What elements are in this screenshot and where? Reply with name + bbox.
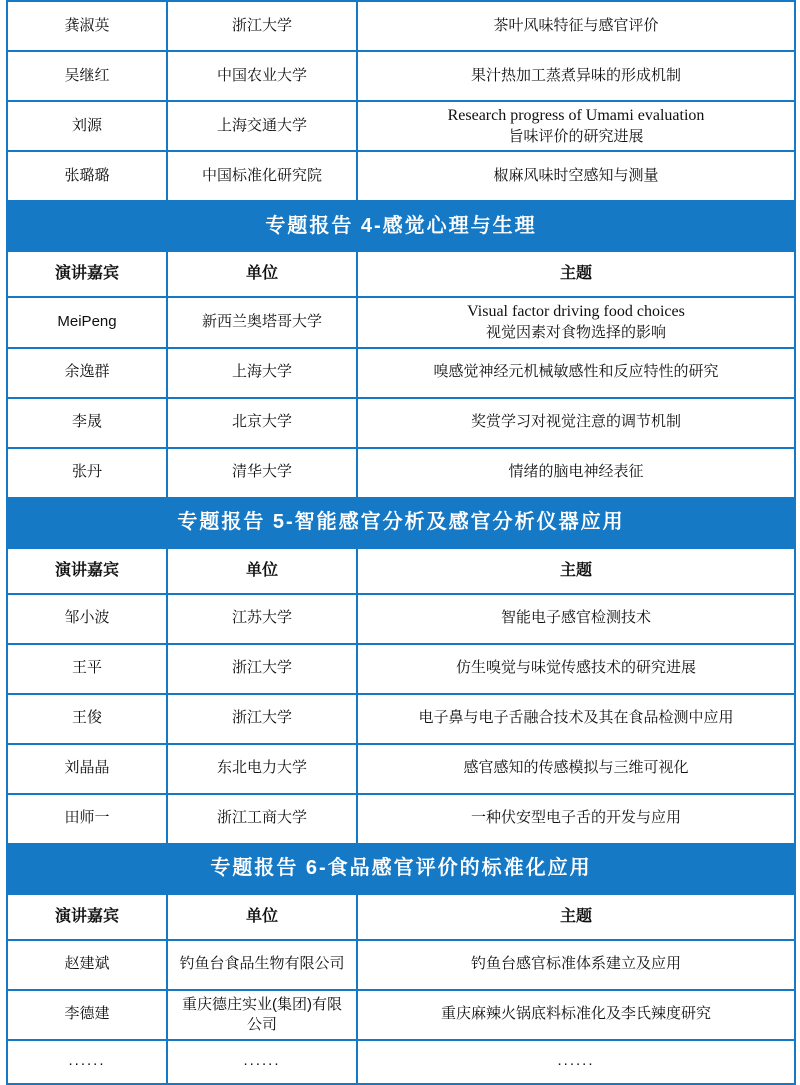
column-header-topic: 主题 <box>357 548 795 594</box>
speaker-cell: 田师一 <box>7 794 167 844</box>
speaker-cell: 龚淑英 <box>7 1 167 51</box>
table-row <box>7 51 795 101</box>
org-cell: 上海大学 <box>167 348 357 398</box>
org-cell: 清华大学 <box>167 448 357 498</box>
section-heading: 专题报告 5-智能感官分析及感官分析仪器应用 <box>7 498 795 548</box>
org-cell: 新西兰奥塔哥大学 <box>167 297 357 347</box>
speaker-cell: MeiPeng <box>7 297 167 347</box>
org-cell: 北京大学 <box>167 398 357 448</box>
continuation-org: ...... <box>167 1040 357 1084</box>
column-header-org: 单位 <box>167 548 357 594</box>
table-row <box>7 448 795 498</box>
topic-cell: 重庆麻辣火锅底料标准化及李氏辣度研究 <box>357 990 795 1040</box>
org-cell: 浙江大学 <box>167 1 357 51</box>
column-header-speaker: 演讲嘉宾 <box>7 251 167 297</box>
speaker-cell: 赵建斌 <box>7 940 167 990</box>
table-row <box>7 1 795 51</box>
column-header-topic: 主题 <box>357 894 795 940</box>
column-header-org: 单位 <box>167 894 357 940</box>
org-cell: 东北电力大学 <box>167 744 357 794</box>
topic-cell: 仿生嗅觉与味觉传感技术的研究进展 <box>357 644 795 694</box>
topic-cell: 电子鼻与电子舌融合技术及其在食品检测中应用 <box>357 694 795 744</box>
speaker-cell: 邹小波 <box>7 594 167 644</box>
table-row <box>7 940 795 990</box>
speaker-cell: 刘源 <box>7 101 167 151</box>
org-line-2: 公司 <box>246 1015 277 1033</box>
speaker-cell: 李晟 <box>7 398 167 448</box>
column-header-speaker: 演讲嘉宾 <box>7 894 167 940</box>
table-row <box>7 101 795 151</box>
org-cell: 中国标准化研究院 <box>167 151 357 201</box>
speaker-cell: 余逸群 <box>7 348 167 398</box>
speaker-cell: 王俊 <box>7 694 167 744</box>
org-cell <box>167 990 357 1040</box>
org-cell: 中国农业大学 <box>167 51 357 101</box>
speaker-cell: 张璐璐 <box>7 151 167 201</box>
column-header-speaker: 演讲嘉宾 <box>7 548 167 594</box>
topic-cell: 奖赏学习对视觉注意的调节机制 <box>357 398 795 448</box>
column-header-org: 单位 <box>167 251 357 297</box>
org-cell: 浙江工商大学 <box>167 794 357 844</box>
topic-cell: 椒麻风味时空感知与测量 <box>357 151 795 201</box>
table-row <box>7 297 795 347</box>
table-row <box>7 348 795 398</box>
speaker-cell: 张丹 <box>7 448 167 498</box>
topic-cell: 嗅感觉神经元机械敏感性和反应特性的研究 <box>357 348 795 398</box>
section-heading: 专题报告 4-感觉心理与生理 <box>7 201 795 251</box>
topic-english: Visual factor driving food choices <box>467 303 685 321</box>
table-row <box>7 990 795 1040</box>
org-cell: 江苏大学 <box>167 594 357 644</box>
topic-cell <box>357 101 795 151</box>
section-heading-row <box>7 498 795 548</box>
continuation-topic: ...... <box>357 1040 795 1084</box>
speaker-cell: 吴继红 <box>7 51 167 101</box>
column-header-row <box>7 894 795 940</box>
org-cell: 浙江大学 <box>167 694 357 744</box>
column-header-topic: 主题 <box>357 251 795 297</box>
topic-cell <box>357 297 795 347</box>
speaker-cell: 刘晶晶 <box>7 744 167 794</box>
topic-english: Research progress of Umami evaluation <box>447 107 705 124</box>
table-row <box>7 151 795 201</box>
column-header-row <box>7 548 795 594</box>
table-row <box>7 794 795 844</box>
topic-chinese: 旨味评价的研究进展 <box>508 127 644 145</box>
table-row <box>7 644 795 694</box>
topic-cell: 情绪的脑电神经表征 <box>357 448 795 498</box>
org-cell: 浙江大学 <box>167 644 357 694</box>
org-line-1: 重庆德庄实业(集团)有限 <box>182 996 342 1014</box>
section-heading: 专题报告 6-食品感官评价的标准化应用 <box>7 844 795 894</box>
org-cell: 钓鱼台食品生物有限公司 <box>167 940 357 990</box>
table-row <box>7 594 795 644</box>
topic-chinese: 视觉因素对食物选择的影响 <box>485 324 666 342</box>
table-row <box>7 694 795 744</box>
table-row <box>7 398 795 448</box>
continuation-row <box>7 1040 795 1084</box>
column-header-row <box>7 251 795 297</box>
topic-cell: 感官感知的传感模拟与三维可视化 <box>357 744 795 794</box>
agenda-table <box>6 0 796 1085</box>
section-heading-row <box>7 201 795 251</box>
continuation-speaker: ...... <box>7 1040 167 1084</box>
speaker-cell: 王平 <box>7 644 167 694</box>
org-cell: 上海交通大学 <box>167 101 357 151</box>
topic-cell: 钓鱼台感官标准体系建立及应用 <box>357 940 795 990</box>
speaker-cell: 李德建 <box>7 990 167 1040</box>
topic-cell: 智能电子感官检测技术 <box>357 594 795 644</box>
topic-cell: 一种伏安型电子舌的开发与应用 <box>357 794 795 844</box>
topic-cell: 茶叶风味特征与感官评价 <box>357 1 795 51</box>
topic-cell: 果汁热加工蒸煮异味的形成机制 <box>357 51 795 101</box>
table-row <box>7 744 795 794</box>
section-heading-row <box>7 844 795 894</box>
